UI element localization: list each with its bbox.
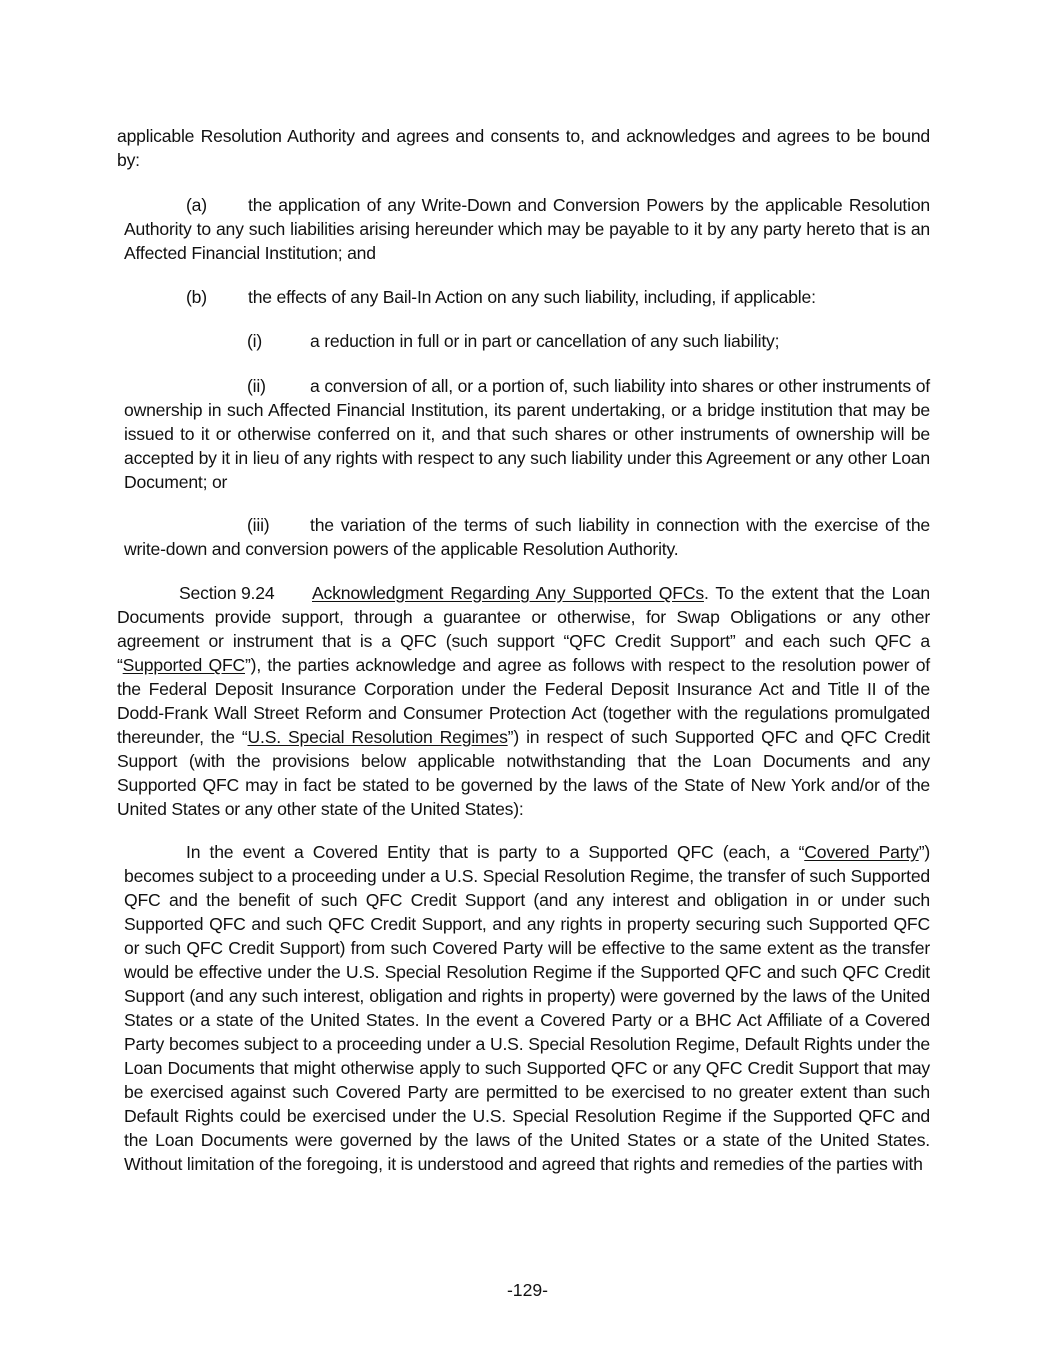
clause-ii-text: a conversion of all, or a portion of, such liability into shares or other instruments of ownership in such Affected Financial Institution, its parent undertaking, or a bridge institution that may be issued to it or otherwise conferred on it, and that such shares or other instruments of ownership will be accepted by it in lieu of any rights with respect to any such liability under this Agreement or any other Loan Document; or xyxy=(124,376,930,492)
clause-a-text: the application of any Write-Down and Conversion Powers by the applicable Resolution Authority to any such liabilities arising hereunder which may be payable to it by any party hereto that is an Affected Financial Institution; and xyxy=(124,195,930,263)
clause-iii-label: (iii) xyxy=(247,515,270,535)
clause-iii xyxy=(124,513,930,561)
section-9-24 xyxy=(117,581,930,821)
defined-term-supported-qfc: Supported QFC xyxy=(122,655,245,675)
covered-party-paragraph xyxy=(124,840,930,1176)
clause-b-text: the effects of any Bail-In Action on any such liability, including, if applicable: xyxy=(248,287,816,307)
section-text-1: To the extent that the Loan Documents provide support, through a guarantee or otherwise, for Swap Obligations or any other agreement or instrument that is a QFC (such support “QFC Credit Support” and each such QFC a “ xyxy=(117,583,930,675)
section-number: Section 9.24 xyxy=(179,583,275,603)
covered-text-2: ”) becomes subject to a proceeding under a U.S. Special Resolution Regime, the transfer of such Supported QFC and the benefit of such QFC Credit Support (and any interest and obligation in or under such Supported QFC and such QFC Credit Support, and any rights in property securing such Supported QFC or such QFC Credit Support) from such Covered Party will be effective to the same extent as the transfer would be effective under the U.S. Special Resolution Regime if the Supported QFC and such QFC Credit Support (and any such interest, obligation and rights in property) were governed by the laws of the United States or a state of the United States. In the event a Covered Party or a BHC Act Affiliate of a Covered Party becomes subject to a proceeding under a U.S. Special Resolution Regime, Default Rights under the Loan Documents that might otherwise apply to such Supported QFC or any QFC Credit Support that may be exercised against such Covered Party are permitted to be exercised to no greater extent than such Default Rights could be exercised under the U.S. Special Resolution Regime if the Supported QFC and the Loan Documents were governed by the laws of the United States or a state of the United States. Without limitation of the foregoing, it is understood and agreed that rights and remedies of the parties with xyxy=(124,842,931,1174)
defined-term-us-special-resolution-regimes: U.S. Special Resolution Regimes xyxy=(247,727,508,747)
clause-i-label: (i) xyxy=(247,331,263,351)
clause-b-label: (b) xyxy=(186,287,207,307)
section-title: Acknowledgment Regarding Any Supported QFCs xyxy=(312,583,704,603)
defined-term-covered-party: Covered Party xyxy=(804,842,919,862)
section-title-end: . xyxy=(703,583,709,603)
clause-b xyxy=(186,285,930,309)
clause-iii-text: the variation of the terms of such liability in connection with the exercise of the write-down and conversion powers of the applicable Resolution Authority. xyxy=(124,515,930,559)
clause-ii-label: (ii) xyxy=(247,376,266,396)
intro-text: applicable Resolution Authority and agrees and consents to, and acknowledges and agrees to be bound by: xyxy=(117,126,930,170)
covered-text-1: In the event a Covered Entity that is party to a Supported QFC (each, a “ xyxy=(186,842,805,862)
clause-a xyxy=(124,193,930,265)
section-text-3: ”) in respect of such Supported QFC and QFC Credit Support (with the provisions below applicable notwithstanding that the Loan Documents and any Supported QFC may in fact be stated to be governed by the laws of the State of New York and/or of the United States or any other state of the United States): xyxy=(117,727,930,819)
section-text-2: ”), the parties acknowledge and agree as follows with respect to the resolution power of the Federal Deposit Insurance Corporation under the Federal Deposit Insurance Act and Title II of the Dodd-Frank Wall Street Reform and Consumer Protection Act (together with the regulations promulgated thereunder, the “ xyxy=(117,655,930,747)
clause-i-text: a reduction in full or in part or cancellation of any such liability; xyxy=(310,331,780,351)
clause-ii xyxy=(124,374,930,494)
clause-i xyxy=(247,329,930,353)
page-number: -129- xyxy=(506,1280,549,1300)
clause-a-label: (a) xyxy=(186,195,207,215)
intro-paragraph xyxy=(117,124,930,172)
